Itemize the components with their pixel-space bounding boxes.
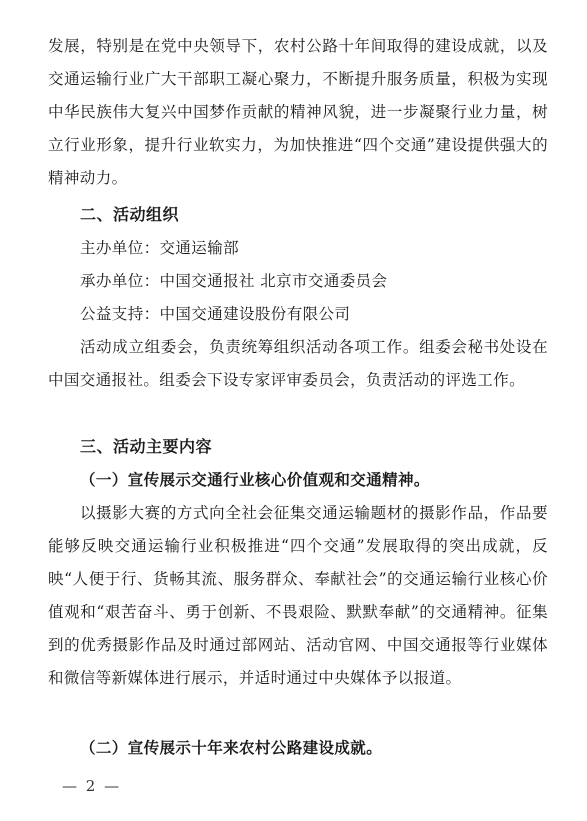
section-two-heading: 二、活动组织 [80,205,180,224]
subsection-one-heading: （一）宣传展示交通行业核心价值观和交通精神。 [80,470,430,489]
subsection-two-heading: （二）宣传展示十年来农村公路建设成就。 [80,738,383,757]
support-line: 公益支持：中国交通建设股份有限公司 [80,305,351,323]
undertaker-line: 承办单位：中国交通报社 北京市交通委员会 [80,272,388,290]
intro-paragraph: 发展，特别是在党中央领导下，农村公路十年间取得的建设成就，以及交通运输行业广大干部职工凝心聚力，不断提升服务质量，积极为实现中华民族伟大复兴中国梦作贡献的精神风貌，进一步凝聚行业力量，树立行业形象，提升行业软实力，为加快推进“四个交通”建设提供强大的精神动力。 [48,37,548,187]
section-three-heading: 三、活动主要内容 [80,437,213,456]
subsection-one-paragraph: 以摄影大赛的方式向全社会征集交通运输题材的摄影作品，作品要能够反映交通运输行业积极推进“四个交通”发展取得的突出成就，反映“人便于行、货畅其流、服务群众、奉献社会”的交通运输行业核心价值观和“艰苦奋斗、勇于创新、不畏艰险、默默奉献”的交通精神。征集到的优秀摄影作品及时通过部网站、活动官网、中国交通报等行业媒体和微信等新媒体进行展示，并适时通过中央媒体予以报道。 [48,504,548,687]
committee-paragraph: 活动成立组委会，负责统筹组织活动各项工作。组委会秘书处设在中国交通报社。组委会下设专家评审委员会，负责活动的评选工作。 [48,338,548,389]
page-number: — 2 — [62,777,122,795]
organizer-line: 主办单位：交通运输部 [80,239,240,257]
